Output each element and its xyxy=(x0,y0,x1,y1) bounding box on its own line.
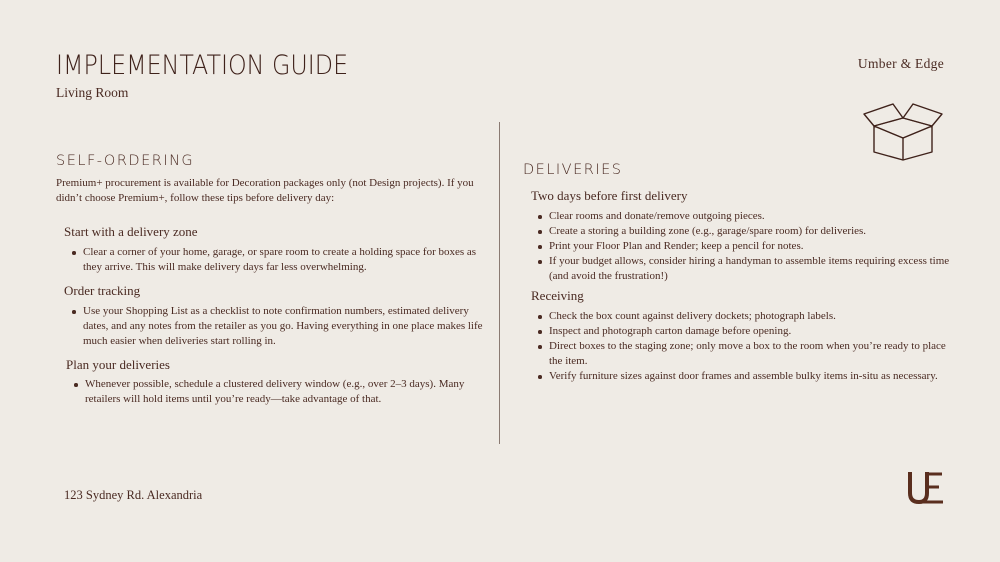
list-item: Print your Floor Plan and Render; keep a pencil for notes. xyxy=(535,239,960,254)
list-item: If your budget allows, consider hiring a handyman to assemble items requiring excess time (and avoid the frustration!) xyxy=(535,254,960,284)
list-item: Verify furniture sizes against door frames and assemble bulky items in-situ as necessary. xyxy=(535,369,960,384)
order-tracking-title: Order tracking xyxy=(64,283,141,298)
self-ordering-intro: Premium+ procurement is available for Decoration packages only (not Design projects). If you didn’t choose Premium+, follow these tips before delivery day: xyxy=(56,177,474,204)
self-ordering-heading: SELF-ORDERING xyxy=(56,153,195,169)
column-divider xyxy=(499,122,500,444)
plan-deliveries-title: Plan your deliveries xyxy=(66,357,170,372)
receiving-title: Receiving xyxy=(531,288,584,303)
brand-logo xyxy=(905,469,945,505)
page-title: IMPLEMENTATION GUIDE xyxy=(56,50,349,81)
receiving-list xyxy=(535,309,960,384)
list-item: Clear a corner of your home, garage, or spare room to create a holding space for boxes as they arrive. This will make delivery days far less overwhelming. xyxy=(69,245,489,275)
plan-deliveries-list xyxy=(71,377,491,407)
list-item: Direct boxes to the staging zone; only move a box to the room when you’re ready to place the item. xyxy=(535,339,960,369)
two-days-list xyxy=(535,209,960,284)
list-item: Use your Shopping List as a checklist to note confirmation numbers, estimated delivery dates, and any notes from the retailer as you go. Having everything in one place makes life much easier when deliveries start rolling in. xyxy=(69,304,489,349)
list-item: Check the box count against delivery dockets; photograph labels. xyxy=(535,309,960,324)
brand-name: Umber & Edge xyxy=(857,56,944,71)
order-tracking-list xyxy=(69,304,489,349)
address: 123 Sydney Rd. Alexandria xyxy=(64,488,203,502)
two-days-title: Two days before first delivery xyxy=(531,188,688,203)
delivery-zone-list xyxy=(69,245,489,275)
box-icon xyxy=(860,100,946,162)
deliveries-heading: DELIVERIES xyxy=(523,162,623,178)
list-item: Whenever possible, schedule a clustered delivery window (e.g., over 2–3 days). Many retailers will hold items until you’re ready—take advantage of that. xyxy=(71,377,491,407)
list-item: Clear rooms and donate/remove outgoing pieces. xyxy=(535,209,960,224)
list-item: Inspect and photograph carton damage before opening. xyxy=(535,324,960,339)
list-item: Create a storing a building zone (e.g., garage/spare room) for deliveries. xyxy=(535,224,960,239)
delivery-zone-title: Start with a delivery zone xyxy=(64,224,198,239)
room-subtitle: Living Room xyxy=(56,85,129,100)
